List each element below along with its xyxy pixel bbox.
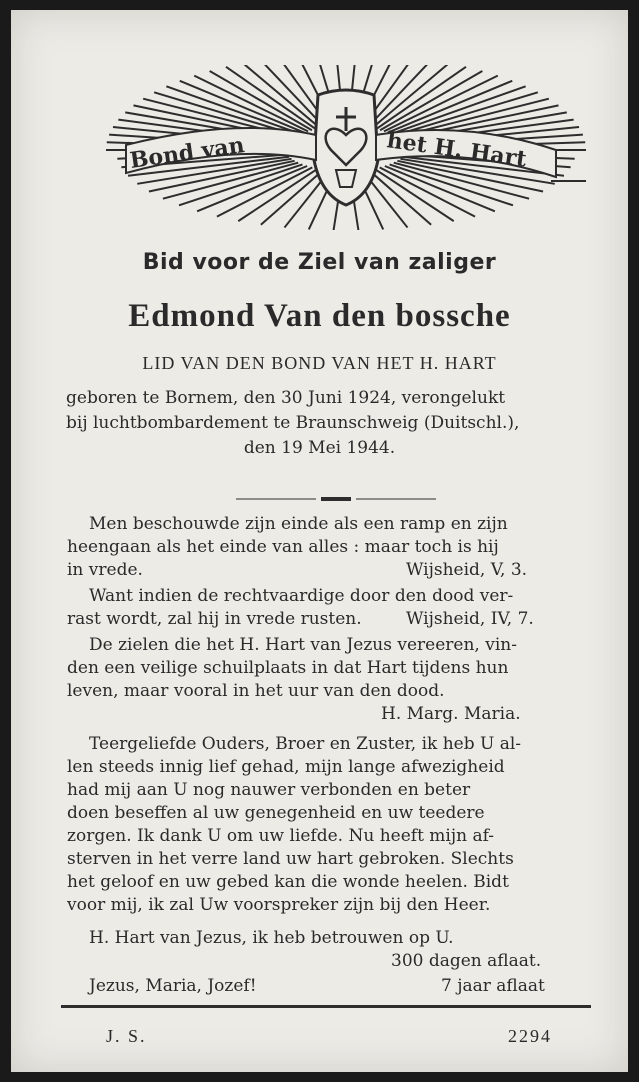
quote-line: heengaan als het einde van alles : maar toch is hij xyxy=(67,537,499,557)
ornament-divider xyxy=(236,496,436,502)
farewell-line: het geloof en uw gebed kan die wonde heelen. Bidt xyxy=(67,872,509,892)
farewell-line: had mij aan U nog nauwer verbonden en beter xyxy=(67,780,471,800)
indulgence: 300 dagen aflaat. xyxy=(391,951,542,971)
farewell-line: zorgen. Ik dank U om uw liefde. Nu heeft mijn af- xyxy=(67,826,495,846)
quote-line: in vrede. xyxy=(67,560,143,580)
footer-rule xyxy=(61,1005,591,1008)
quote-line: Men beschouwde zijn einde als een ramp en zijn xyxy=(89,514,508,534)
farewell-line: voor mij, ik zal Uw voorspreker zijn bij den Heer. xyxy=(67,895,491,915)
sun-ray xyxy=(385,166,495,211)
invocation: H. Hart van Jezus, ik heb betrouwen op U. xyxy=(89,928,454,948)
motto-left: Bond van xyxy=(128,132,247,174)
bio-line: bij luchtbombardement te Braunschweig (Duitschl.), xyxy=(66,413,520,433)
deceased-name: Edmond Van den bossche xyxy=(128,298,511,334)
quote-line: De zielen die het H. Hart van Jezus vereeren, vin- xyxy=(89,635,517,655)
farewell-line: doen beseffen al uw genegenheid en uw teedere xyxy=(67,803,485,823)
membership-line: LID VAN DEN BOND VAN HET H. HART xyxy=(142,353,497,373)
quote-line: leven, maar vooral in het uur van den dood. xyxy=(67,681,445,701)
quote-source: Wijsheid, V, 3. xyxy=(406,560,528,580)
quote-source: H. Marg. Maria. xyxy=(381,704,521,724)
print-number: 2294 xyxy=(508,1026,552,1046)
indulgence: 7 jaar aflaat xyxy=(441,976,545,996)
farewell-line: sterven in het verre land uw hart gebroken. Slechts xyxy=(67,849,514,869)
motto-right: het H. Hart xyxy=(385,127,529,173)
quote-source: Wijsheid, IV, 7. xyxy=(406,609,534,629)
quote-line: den een veilige schuilplaats in dat Hart tijdens hun xyxy=(67,658,509,678)
farewell-line: Teergeliefde Ouders, Broer en Zuster, ik heb U al- xyxy=(89,734,522,754)
sacred-heart-emblem xyxy=(86,65,606,230)
quote-line: rast wordt, zal hij in vrede rusten. xyxy=(67,609,362,629)
sun-ray xyxy=(390,164,513,205)
quote-line: Want indien de rechtvaardige door den dood ver- xyxy=(89,586,514,606)
memorial-card xyxy=(11,10,628,1072)
prayer-heading: Bid voor de Ziel van zaliger xyxy=(142,250,497,275)
printer-initials: J. S. xyxy=(106,1026,147,1046)
sun-ray xyxy=(197,166,307,211)
bio-line: geboren te Bornem, den 30 Juni 1924, verongelukt xyxy=(66,388,506,408)
bio-line: den 19 Mei 1944. xyxy=(243,438,396,458)
sun-ray xyxy=(179,164,302,205)
farewell-line: len steeds innig lief gehad, mijn lange afwezigheid xyxy=(67,757,505,777)
invocation: Jezus, Maria, Jozef! xyxy=(89,976,257,996)
